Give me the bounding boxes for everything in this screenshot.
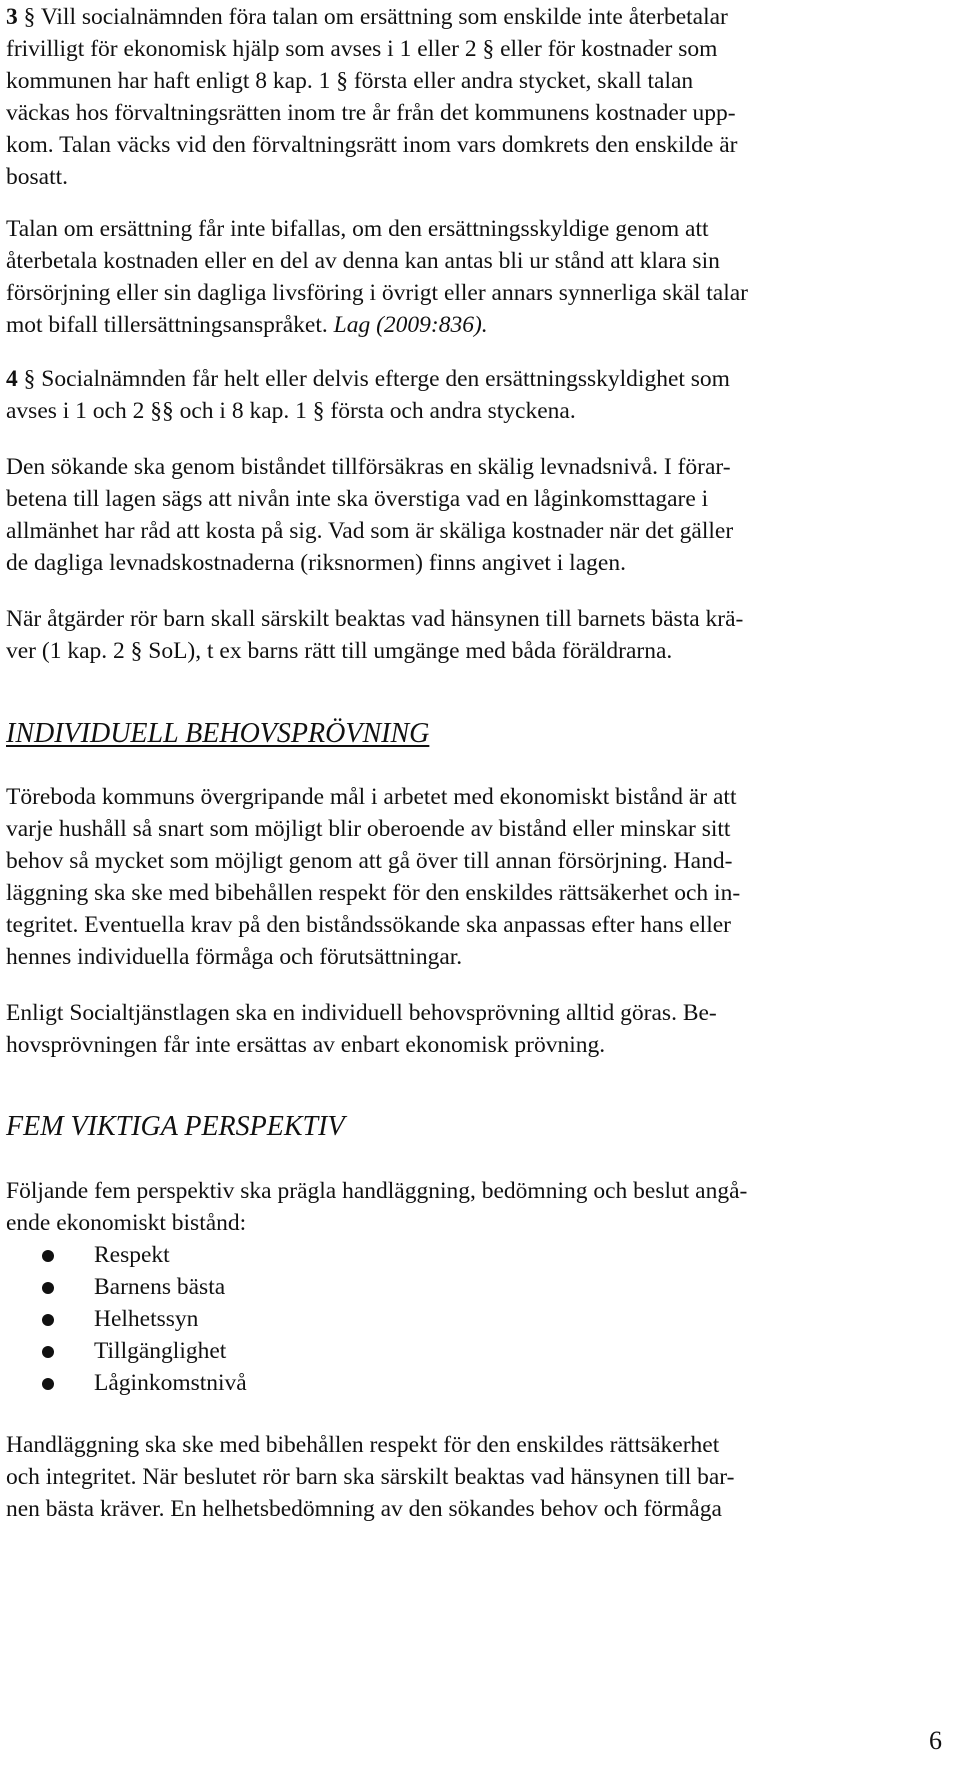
paragraph-text: Socialnämnden får helt eller delvis efterge den ersättningsskyldighet som <box>41 366 730 392</box>
page-number: 6 <box>929 1726 942 1755</box>
paragraph-line <box>6 314 488 338</box>
paragraph-line: hovsprövningen får inte ersättas av enbart ekonomisk prövning. <box>6 1032 606 1058</box>
paragraph-line: väckas hos förvaltningsrätten inom tre år från det kommunens kostnader upp- <box>6 100 736 126</box>
paragraph-line: kom. Talan väcks vid den förvaltningsrätt inom vars domkrets den enskilde är <box>6 132 738 158</box>
paragraph-text: mot bifall tillersättningsanspråket. <box>6 312 334 338</box>
law-reference: Lag (2009:836). <box>333 312 488 338</box>
list-item: Respekt <box>94 1242 170 1268</box>
paragraph-line: avses i 1 och 2 §§ och i 8 kap. 1 § första och andra styckena. <box>6 398 576 424</box>
paragraph-line: läggning ska ske med bibehållen respekt för den enskildes rättsäkerhet och in- <box>6 880 741 906</box>
paragraph-line: bosatt. <box>6 164 69 190</box>
section-sign: § <box>23 366 36 392</box>
paragraph-line: återbetala kostnaden eller en del av denna kan antas bli ur stånd att klara sin <box>6 248 720 274</box>
section-heading: INDIVIDUELL BEHOVSPRÖVNING <box>6 718 430 749</box>
paragraph-line: Handläggning ska ske med bibehållen respekt för den enskildes rättsäkerhet <box>6 1432 720 1458</box>
section-number: 3 <box>6 4 18 30</box>
paragraph-line: Talan om ersättning får inte bifallas, om den ersättningsskyldige genom att <box>6 216 709 242</box>
list-item: Låginkomstnivå <box>94 1370 247 1396</box>
paragraph-line: behov så mycket som möjligt genom att gå över till annan försörjning. Hand- <box>6 848 733 874</box>
paragraph-line <box>6 368 730 392</box>
list-item: Tillgänglighet <box>94 1338 227 1364</box>
paragraph-line: Enligt Socialtjänstlagen ska en individuell behovsprövning alltid göras. Be- <box>6 1000 717 1026</box>
bullet-icon <box>42 1378 54 1390</box>
bullet-icon <box>42 1282 54 1294</box>
paragraph-line: Den sökande ska genom biståndet tillförsäkras en skälig levnadsnivå. I förar- <box>6 454 731 480</box>
bullet-icon <box>42 1250 54 1262</box>
bullet-icon <box>42 1314 54 1326</box>
paragraph-line: När åtgärder rör barn skall särskilt beaktas vad hänsynen till barnets bästa krä- <box>6 606 744 632</box>
paragraph-line: och integritet. När beslutet rör barn ska särskilt beaktas vad hänsynen till bar- <box>6 1464 735 1490</box>
paragraph-line: Följande fem perspektiv ska prägla handläggning, bedömning och beslut angå- <box>6 1178 748 1204</box>
list-item: Barnens bästa <box>94 1274 226 1300</box>
paragraph-line: försörjning eller sin dagliga livsföring i övrigt eller annars synnerliga skäl talar <box>6 280 749 306</box>
list-item: Helhetssyn <box>94 1306 199 1332</box>
paragraph-line: hennes individuella förmåga och förutsättningar. <box>6 944 463 970</box>
paragraph-line: betena till lagen sägs att nivån inte ska överstiga vad en låginkomsttagare i <box>6 486 709 512</box>
paragraph-line: allmänhet har råd att kosta på sig. Vad som är skäliga kostnader när det gäller <box>6 518 734 544</box>
paragraph-line: nen bästa kräver. En helhetsbedömning av den sökandes behov och förmåga <box>6 1496 722 1522</box>
paragraph-line: kommunen har haft enligt 8 kap. 1 § första eller andra stycket, skall talan <box>6 68 694 94</box>
section-sign: § <box>23 4 36 30</box>
paragraph-line <box>6 6 728 30</box>
paragraph-line: tegritet. Eventuella krav på den biståndssökande ska anpassas efter hans eller <box>6 912 731 938</box>
section-number: 4 <box>6 366 18 392</box>
bullet-icon <box>42 1346 54 1358</box>
paragraph-line: varje hushåll så snart som möjligt blir oberoende av bistånd eller minskar sitt <box>6 816 731 842</box>
paragraph-line: ende ekonomiskt bistånd: <box>6 1210 247 1236</box>
paragraph-line: frivilligt för ekonomisk hjälp som avses i 1 eller 2 § eller för kostnader som <box>6 36 718 62</box>
paragraph-line: de dagliga levnadskostnaderna (riksnormen) finns angivet i lagen. <box>6 550 626 576</box>
paragraph-line: Töreboda kommuns övergripande mål i arbetet med ekonomiskt bistånd är att <box>6 784 737 810</box>
section-heading: FEM VIKTIGA PERSPEKTIV <box>6 1111 345 1142</box>
paragraph-line: ver (1 kap. 2 § SoL), t ex barns rätt till umgänge med båda föräldrarna. <box>6 638 673 664</box>
paragraph-text: Vill socialnämnden föra talan om ersättning som enskilde inte återbetalar <box>40 4 728 30</box>
